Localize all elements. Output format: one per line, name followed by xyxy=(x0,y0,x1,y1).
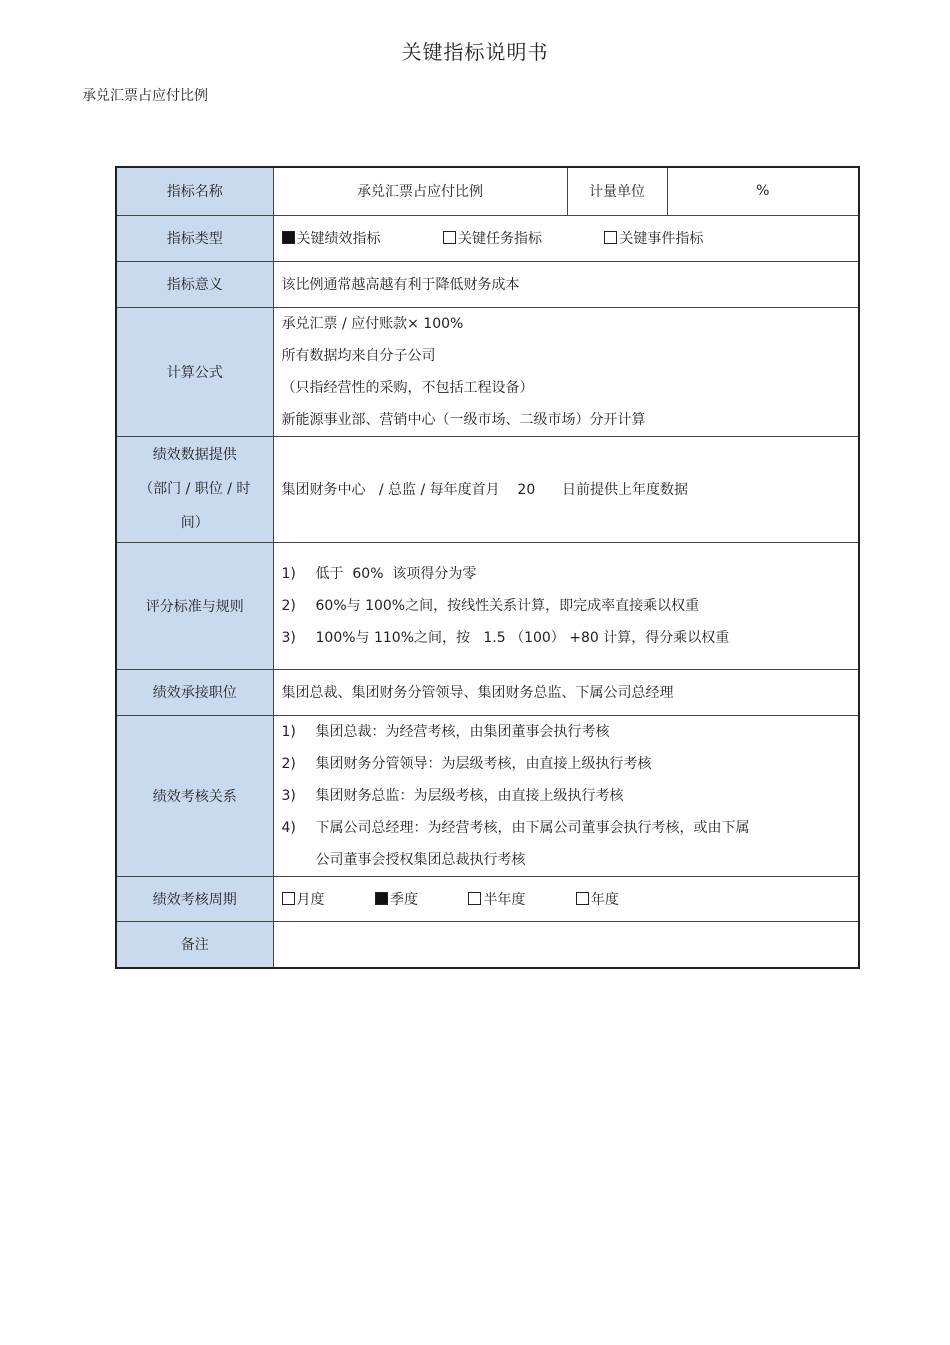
row-indicator-type xyxy=(116,215,859,261)
list-item: 1) 低于 60% 该项得分为零 xyxy=(281,565,477,582)
unchecked-box-icon xyxy=(604,231,617,244)
type-option-kpi[interactable]: 关键绩效指标 xyxy=(282,228,381,248)
value-indicator-name: 承兑汇票占应付比例 xyxy=(273,167,567,215)
row-relations xyxy=(116,715,859,876)
value-data-provider: 集团财务中心 / 总监 / 每年度首月 20 日前提供上年度数据 xyxy=(273,436,859,542)
type-option-event[interactable]: 关键事件指标 xyxy=(604,228,703,248)
value-notes xyxy=(273,921,859,968)
value-unit: % xyxy=(667,167,859,215)
row-cycle xyxy=(116,876,859,921)
label-data-provider: 绩效数据提供 （部门 / 职位 / 时 间） xyxy=(116,436,273,542)
indicator-type-options xyxy=(273,215,859,261)
unchecked-box-icon xyxy=(282,892,295,905)
label-responsible: 绩效承接职位 xyxy=(116,669,273,715)
row-scoring xyxy=(116,542,859,669)
row-formula xyxy=(116,307,859,436)
list-item: 4) 下属公司总经理：为经营考核，由下属公司董事会执行考核，或由下属 xyxy=(281,819,750,836)
document-subtitle: 承兑汇票占应付比例 xyxy=(82,88,208,104)
label-formula: 计算公式 xyxy=(116,307,273,436)
row-responsible xyxy=(116,669,859,715)
formula-line: 承兑汇票 / 应付账款× 100% xyxy=(281,315,464,332)
row-notes xyxy=(116,921,859,968)
label-scoring: 评分标准与规则 xyxy=(116,542,273,669)
formula-line: 新能源事业部、营销中心（一级市场、二级市场）分开计算 xyxy=(281,411,646,428)
formula-line: （只指经营性的采购，不包括工程设备） xyxy=(281,379,534,396)
row-indicator-meaning xyxy=(116,261,859,307)
value-responsible: 集团总裁、集团财务分管领导、集团财务总监、下属公司总经理 xyxy=(273,669,859,715)
unchecked-box-icon xyxy=(576,892,589,905)
relations-list xyxy=(273,715,859,876)
document-title: 关键指标说明书 xyxy=(401,40,549,64)
cycle-options xyxy=(273,876,859,921)
kpi-spec-table xyxy=(115,166,860,969)
label-notes: 备注 xyxy=(116,921,273,968)
type-option-task[interactable]: 关键任务指标 xyxy=(443,228,542,248)
cycle-option-quarterly[interactable]: 季度 xyxy=(375,889,418,909)
unchecked-box-icon xyxy=(468,892,481,905)
checked-box-icon xyxy=(282,231,295,244)
scoring-rules xyxy=(273,542,859,669)
list-item: 1) 集团总裁：为经营考核，由集团董事会执行考核 xyxy=(281,723,610,740)
value-indicator-meaning: 该比例通常越高越有利于降低财务成本 xyxy=(273,261,859,307)
label-relations: 绩效考核关系 xyxy=(116,715,273,876)
label-indicator-type: 指标类型 xyxy=(116,215,273,261)
label-indicator-name: 指标名称 xyxy=(116,167,273,215)
label-indicator-meaning: 指标意义 xyxy=(116,261,273,307)
checked-box-icon xyxy=(375,892,388,905)
list-item: 2) 集团财务分管领导：为层级考核，由直接上级执行考核 xyxy=(281,755,652,772)
row-data-provider xyxy=(116,436,859,542)
label-cycle: 绩效考核周期 xyxy=(116,876,273,921)
unchecked-box-icon xyxy=(443,231,456,244)
list-item-continuation: 公司董事会授权集团总裁执行考核 xyxy=(315,851,526,868)
formula-lines xyxy=(273,307,859,436)
cycle-option-half-year[interactable]: 半年度 xyxy=(468,889,525,909)
label-unit: 计量单位 xyxy=(567,167,667,215)
cycle-option-annual[interactable]: 年度 xyxy=(576,889,619,909)
row-indicator-name xyxy=(116,167,859,215)
list-item: 2) 60%与 100%之间，按线性关系计算，即完成率直接乘以权重 xyxy=(281,597,700,614)
list-item: 3) 集团财务总监：为层级考核，由直接上级执行考核 xyxy=(281,787,624,804)
cycle-option-monthly[interactable]: 月度 xyxy=(282,889,325,909)
formula-line: 所有数据均来自分子公司 xyxy=(281,347,436,364)
list-item: 3) 100%与 110%之间，按 1.5 （100） +80 计算，得分乘以权重 xyxy=(281,629,730,646)
